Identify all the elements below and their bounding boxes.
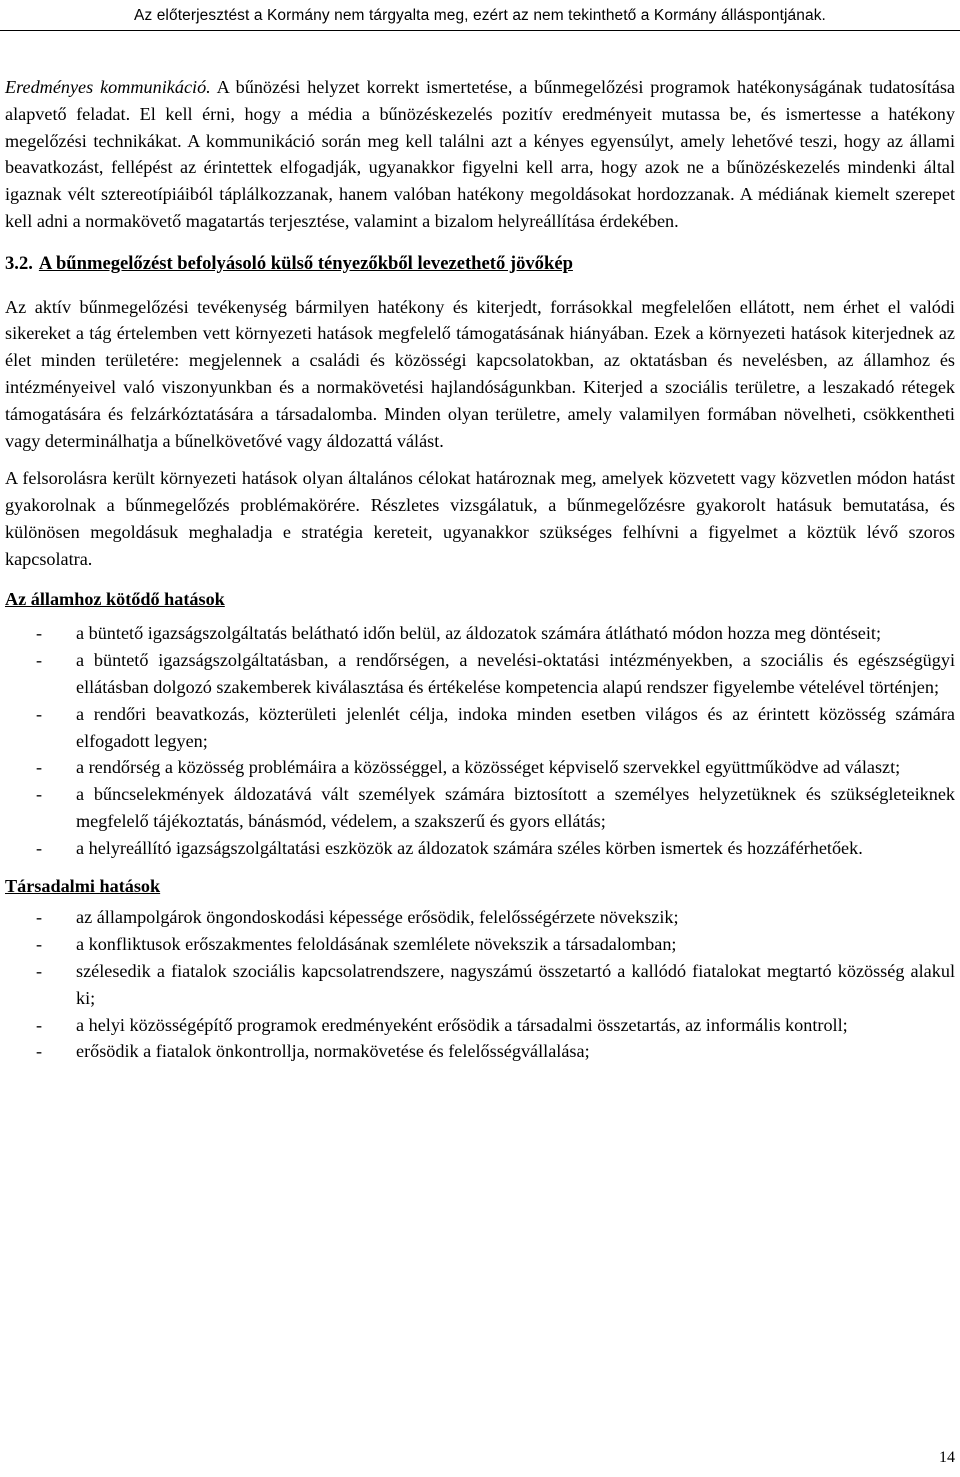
bullet-dash: - bbox=[36, 1041, 43, 1062]
list-item-text: szélesedik a fiatalok szociális kapcsolatrendszere, nagyszámú összetartó a kallódó fiatalokat megtartó közösség alakul ki; bbox=[76, 960, 955, 1008]
page-number: 14 bbox=[939, 1449, 955, 1466]
state-effect-item bbox=[5, 781, 955, 835]
social-effect-item bbox=[5, 1012, 955, 1039]
bullet-dash: - bbox=[36, 650, 43, 671]
bullet-dash: - bbox=[36, 784, 43, 805]
bullet-dash: - bbox=[36, 703, 43, 724]
social-effects-heading: Társadalmi hatások bbox=[5, 875, 161, 896]
section-number: 3.2. bbox=[5, 252, 33, 274]
state-effect-item bbox=[5, 701, 955, 755]
list-item-text: a büntető igazságszolgáltatás belátható időn belül, az áldozatok számára átlátható módon hozza meg döntéseit; bbox=[76, 623, 882, 644]
section-heading bbox=[5, 251, 955, 278]
list-item-text: a konfliktusok erőszakmentes feloldásának szemlélete növekszik a társadalomban; bbox=[76, 934, 677, 955]
list-item-text: az állampolgárok öngondoskodási képessége erősödik, felelősségérzete növekszik; bbox=[76, 907, 679, 928]
state-effects-list bbox=[5, 620, 955, 861]
bullet-dash: - bbox=[36, 757, 43, 778]
bullet-dash: - bbox=[36, 623, 43, 644]
list-item-text: erősödik a fiatalok önkontrollja, normakövetése és felelősségvállalása; bbox=[76, 1041, 590, 1062]
social-effect-item bbox=[5, 1038, 955, 1065]
list-item-text: a rendőrség a közösség problémáira a közösséggel, a közösséget képviselő szervekkel együttműködve ad választ; bbox=[76, 757, 901, 778]
section-title: A bűnmegelőzést befolyásoló külső tényezőkből levezethető jövőkép bbox=[38, 252, 573, 274]
social-effect-item bbox=[5, 958, 955, 1012]
list-item-text: a helyreállító igazságszolgáltatási eszközök az áldozatok számára széles körben ismertek és hozzáférhetőek. bbox=[76, 837, 863, 858]
bullet-dash: - bbox=[36, 837, 43, 858]
social-effect-item bbox=[5, 931, 955, 958]
list-item-text: a bűncselekmények áldozatává vált személyek számára biztosított a személyes helyzetüknek és szükségleteiknek megfelelő tájékoztatás, bánásmód, védelem, a szakszerű és gyors ellátás; bbox=[76, 784, 955, 831]
paragraph-text: A bűnözési helyzet korrekt ismertetése, a bűnmegelőzési programok hatékonyságának tudatosítása alapvető feladat. El kell érni, hogy a média a bűnözéskezelés pozitív eredményeit mutassa be, és ismertesse a hatékony megelőzési technikákat. A kommunikáció során meg kell találni azt a kényes egyensúlyt, amely lehetővé teszi, hogy az állami beavatkozást, fellépést az érintettek elfogadják, ugyanakkor figyelni kell arra, hogy azok ne a bűnözéskezelés mindenki által igaznak vélt sztereotípiáiból táplálkozzanak, hanem valóban hatékony megoldásokat hordozzanak. A médiának kiemelt szerepet kell adni a normakövető magatartás terjesztése, valamint a bizalom helyreállítása érdekében. bbox=[5, 77, 955, 231]
bullet-dash: - bbox=[36, 960, 43, 981]
list-item-text: a rendőri beavatkozás, közterületi jelenlét célja, indoka minden esetben világos és az érintett közösség számára elfogadott legyen; bbox=[76, 703, 955, 751]
social-effect-item bbox=[5, 904, 955, 931]
bullet-dash: - bbox=[36, 1014, 43, 1035]
list-item-text: a büntető igazságszolgáltatásban, a rendőrségen, a nevelési-oktatási intézményekben, a szociális és egészségügyi ellátásban dolgozó szakemberek kiválasztása és értékelése kompetencia alapú rendszer figyelembe vételével történjen; bbox=[76, 650, 955, 697]
list-item-text: a helyi közösségépítő programok eredményeként erősödik a társadalmi összetartás, az informális kontroll; bbox=[76, 1014, 848, 1035]
state-effect-item bbox=[5, 647, 955, 701]
communication-paragraph bbox=[5, 74, 955, 235]
paragraph-lead: Eredményes kommunikáció. bbox=[5, 77, 211, 97]
bullet-dash: - bbox=[36, 934, 43, 955]
objectives-paragraph: A felsorolásra került környezeti hatások olyan általános célokat határoznak meg, amelyek közvetett vagy közvetlen módon hatást gyakorolnak a bűnmegelőzés problémakörére. Részletes vizsgálatuk, a bűnmegelőzésre gyakorolt hatásuk bemutatása, és különösen megoldásuk meghaladja e stratégia kereteit, ugyanakkor szükséges felhívni a figyelmet a köztük lévő szoros kapcsolatra. bbox=[5, 468, 955, 569]
state-effect-item bbox=[5, 620, 955, 647]
government-disclaimer: Az előterjesztést a Kormány nem tárgyalta meg, ezért az nem tekinthető a Kormány álláspontjának. bbox=[134, 7, 826, 24]
environment-paragraph: Az aktív bűnmegelőzési tevékenység bármilyen hatékony és kiterjedt, forrásokkal megfelelően ellátott, nem érhet el valódi sikereket a tág értelemben vett környezeti hatások megfelelő támogatásának hiányában. Ezek a környezeti hatások kiterjednek az élet minden területére: megjelennek a családi és közösségi kapcsolatokban, az oktatásban és nevelésben, az államhoz és intézményeivel való viszonyunkban és a normakövetési hajlandóságunkban. Kiterjed a szociális területre, a leszakadó rétegek támogatására és felzárkóztatására a társadalomba. Minden olyan területre, amely valamilyen formában növelheti, csökkentheti vagy determinálhatja a bűnelkövetővé vagy áldozattá válást. bbox=[5, 296, 955, 451]
bullet-dash: - bbox=[36, 907, 43, 928]
social-effects-list bbox=[5, 904, 955, 1065]
header-divider bbox=[0, 30, 960, 31]
state-effect-item bbox=[5, 754, 955, 781]
document-body bbox=[5, 74, 955, 1065]
state-effect-item bbox=[5, 835, 955, 862]
state-effects-heading: Az államhoz kötődő hatások bbox=[5, 588, 225, 609]
